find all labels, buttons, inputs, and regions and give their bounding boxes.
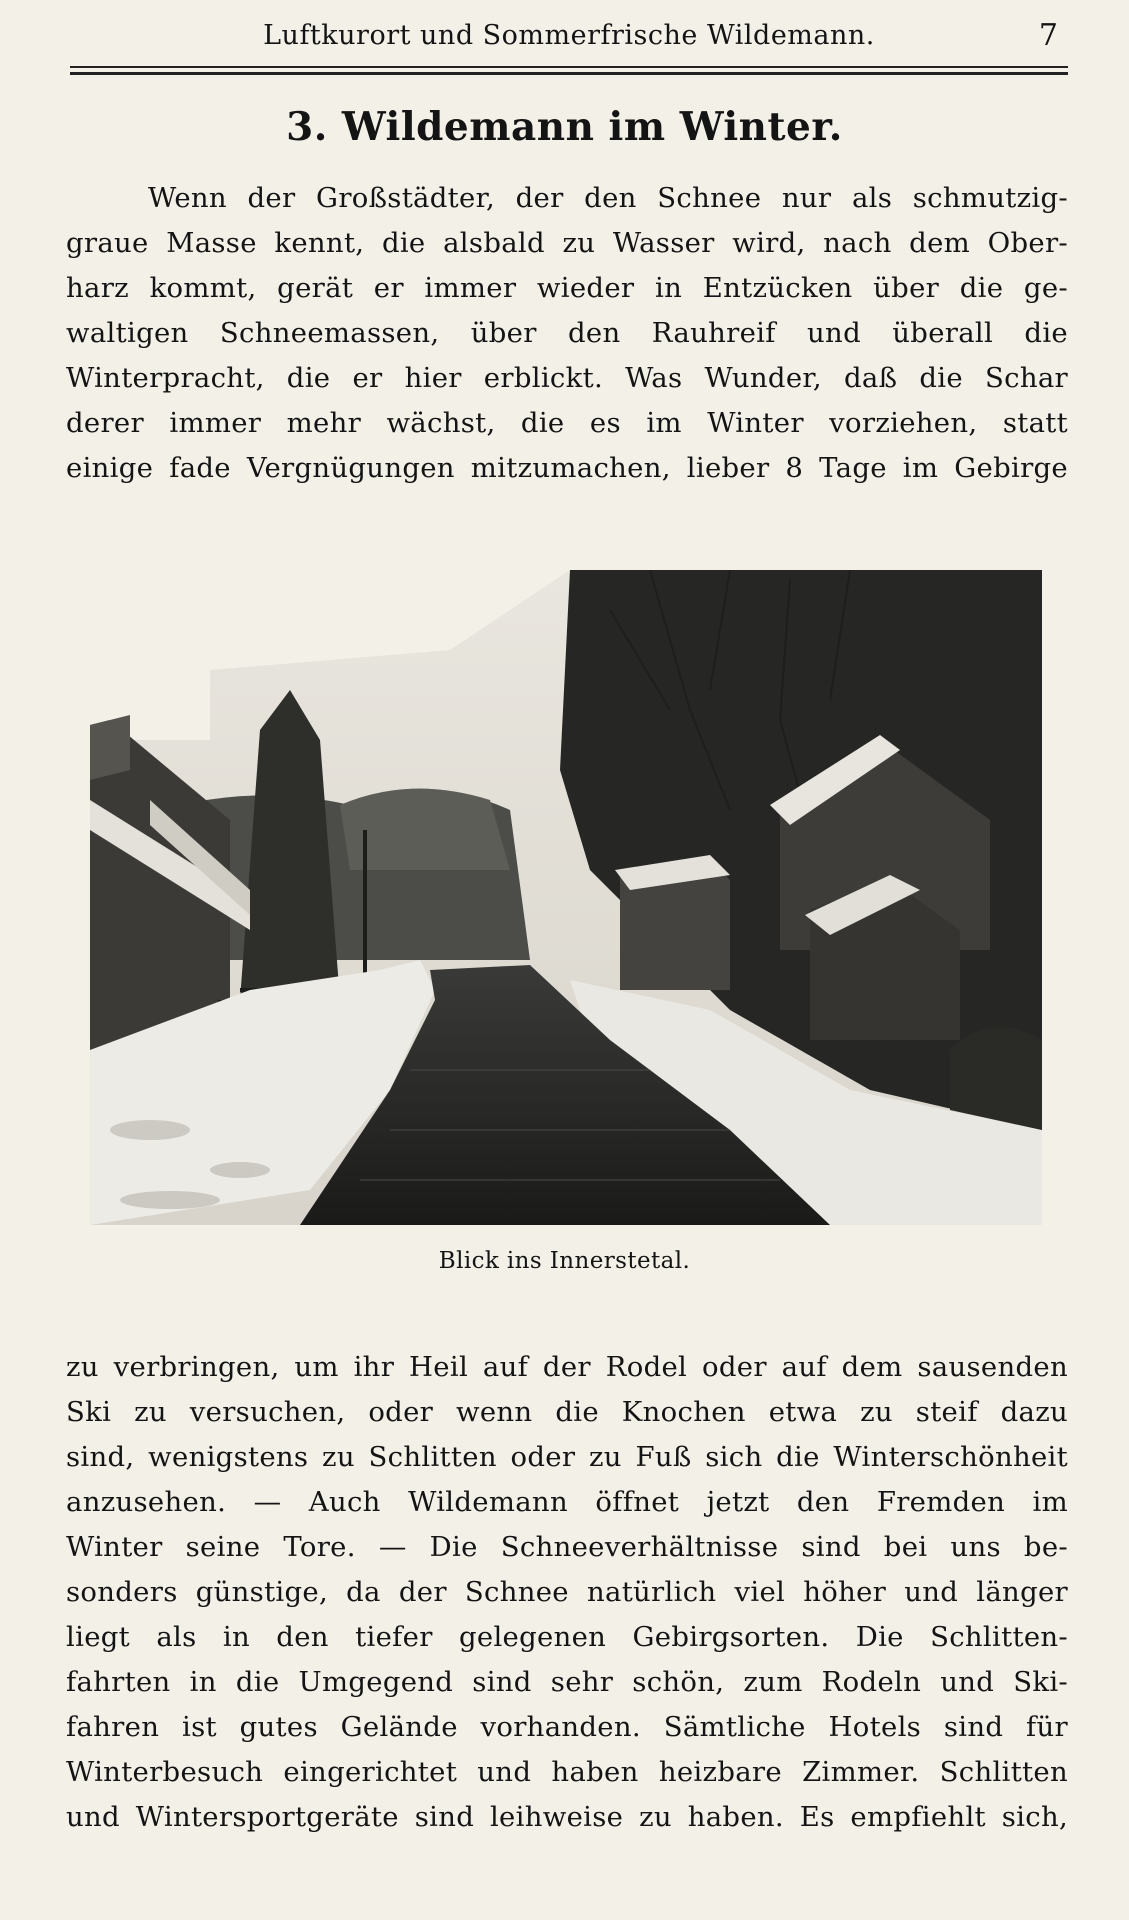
text-line: fahren ist gutes Gelände vorhanden. Sämtliche Hotels sind für: [66, 1711, 1068, 1743]
paragraph-2: [66, 1345, 1068, 1840]
header-rule: [70, 66, 1068, 68]
text-line: waltigen Schneemassen, über den Rauhreif und überall die: [66, 317, 1068, 349]
text-line: derer immer mehr wächst, die es im Winter vorziehen, statt: [66, 407, 1068, 439]
text-line: fahrten in die Umgegend sind sehr schön, zum Rodeln und Ski-: [66, 1666, 1068, 1698]
section-heading: 3. Wildemann im Winter.: [286, 104, 843, 150]
text-line: zu verbringen, um ihr Heil auf der Rodel oder auf dem sausenden: [66, 1351, 1068, 1383]
header-rule-double: [70, 72, 1068, 75]
page-header: [70, 14, 1068, 60]
text-line: sind, wenigstens zu Schlitten oder zu Fuß sich die Winterschönheit: [66, 1441, 1068, 1473]
text-line: anzusehen. — Auch Wildemann öffnet jetzt den Fremden im: [66, 1486, 1068, 1518]
text-line: Ski zu versuchen, oder wenn die Knochen etwa zu steif dazu: [66, 1396, 1068, 1428]
running-title: Luftkurort und Sommerfrische Wildemann.: [263, 20, 875, 51]
text-line: harz kommt, gerät er immer wieder in Entzücken über die ge-: [66, 272, 1068, 304]
winter-valley-photo: [90, 570, 1042, 1225]
text-line: Winterbesuch eingerichtet und haben heizbare Zimmer. Schlitten: [66, 1756, 1068, 1788]
text-line: Wenn der Großstädter, der den Schnee nur als schmutzig-: [148, 182, 1068, 214]
text-line: und Wintersportgeräte sind leihweise zu haben. Es empfiehlt sich,: [66, 1801, 1068, 1833]
text-line: Winterpracht, die er hier erblickt. Was Wunder, daß die Schar: [66, 362, 1068, 394]
page-number: 7: [1038, 18, 1058, 53]
text-line: liegt als in den tiefer gelegenen Gebirgsorten. Die Schlitten-: [66, 1621, 1068, 1653]
text-line: graue Masse kennt, die alsbald zu Wasser wird, nach dem Ober-: [66, 227, 1068, 259]
paragraph-1: [66, 176, 1068, 491]
text-line: Winter seine Tore. — Die Schneeverhältnisse sind bei uns be-: [66, 1531, 1068, 1563]
text-line: einige fade Vergnügungen mitzumachen, lieber 8 Tage im Gebirge: [66, 452, 1068, 484]
figure-caption: Blick ins Innerstetal.: [438, 1248, 691, 1274]
text-line: sonders günstige, da der Schnee natürlich viel höher und länger: [66, 1576, 1068, 1608]
